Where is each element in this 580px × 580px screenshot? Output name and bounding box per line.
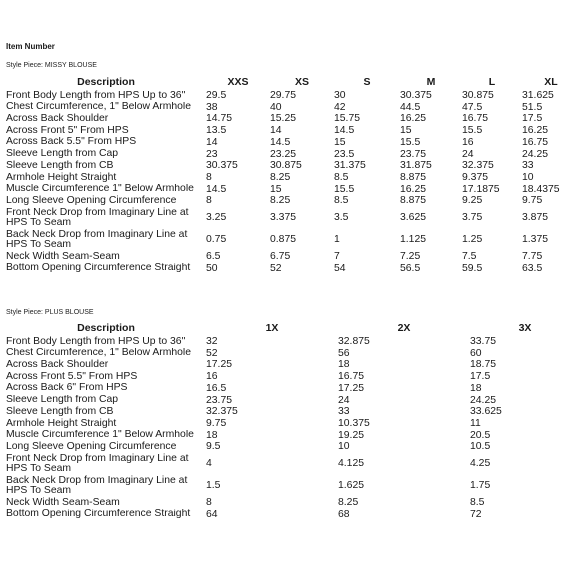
row-description: Chest Circumference, 1" Below Armhole	[6, 347, 192, 359]
table-row	[6, 229, 580, 251]
row-description: Muscle Circumference 1" Below Armhole	[6, 429, 194, 441]
table-row	[6, 149, 580, 161]
row-value: 9.5	[206, 441, 221, 453]
row-value: 3.875	[522, 212, 549, 224]
row-value: 18.4375	[522, 183, 560, 195]
row-description: Across Back 6" From HPS	[6, 382, 128, 394]
row-value: 32.375	[462, 160, 494, 172]
row-value: 9.25	[462, 195, 483, 207]
table-row	[6, 348, 580, 360]
row-value: 16.75	[522, 136, 549, 148]
row-value: 0.75	[206, 234, 227, 246]
row-description: Front Body Length from HPS Up to 36"	[6, 90, 186, 101]
row-description: Sleeve Length from Cap	[6, 394, 119, 406]
row-value: 30.875	[462, 90, 494, 101]
row-value: 14	[270, 125, 282, 137]
table-row	[6, 383, 580, 395]
row-value: 30.875	[270, 160, 302, 172]
row-value: 1.75	[470, 480, 491, 492]
row-value: 15	[334, 136, 346, 148]
row-value: 56.5	[400, 262, 421, 274]
table-row	[6, 90, 580, 102]
row-value: 32.875	[338, 336, 370, 347]
row-value: 8.25	[270, 195, 291, 207]
row-value: 15.75	[334, 113, 361, 125]
row-description: Armhole Height Straight	[6, 417, 117, 429]
row-description: Back Neck Drop from Imaginary Line at HPS To Seam	[6, 229, 188, 251]
row-value: 8	[206, 171, 212, 183]
table-row	[6, 453, 580, 475]
plus-header-size-3: 3X	[518, 322, 532, 335]
row-description: Sleeve Length from CB	[6, 160, 114, 171]
row-description: Front Body Length from HPS Up to 36"	[6, 336, 186, 347]
row-value: 3.75	[462, 212, 483, 224]
row-value: 32	[206, 336, 218, 347]
row-value: 1.5	[206, 480, 221, 492]
row-value: 16	[206, 371, 218, 383]
row-value: 33.625	[470, 406, 502, 418]
row-value: 52	[206, 347, 218, 359]
row-value: 3.625	[400, 212, 427, 224]
row-description: Muscle Circumference 1" Below Armhole	[6, 183, 194, 195]
plus-style-piece-label: Style Piece: PLUS BLOUSE	[6, 309, 94, 316]
plus-header-size-1: 1X	[265, 322, 279, 335]
missy-header-description: Description	[77, 76, 135, 89]
row-value: 9.75	[522, 195, 543, 207]
row-value: 42	[334, 101, 346, 113]
row-value: 24	[462, 148, 474, 160]
row-value: 31.875	[400, 160, 432, 172]
row-value: 8	[206, 195, 212, 207]
row-value: 33	[338, 406, 350, 418]
row-value: 14.5	[334, 125, 355, 137]
table-row	[6, 195, 580, 207]
plus-header-row	[6, 322, 580, 336]
table-row	[6, 359, 580, 371]
row-value: 15	[400, 125, 412, 137]
row-value: 8.5	[470, 497, 485, 509]
table-row	[6, 497, 580, 509]
table-row	[6, 418, 580, 430]
row-value: 54	[334, 262, 346, 274]
row-value: 14	[206, 136, 218, 148]
row-value: 19.25	[338, 429, 365, 441]
row-value: 11	[470, 417, 481, 429]
row-value: 14.5	[206, 183, 227, 195]
row-value: 8.5	[334, 195, 349, 207]
missy-header-size-2: XS	[294, 76, 309, 89]
row-value: 15.5	[462, 125, 483, 137]
row-value: 29.5	[206, 90, 227, 101]
row-value: 1.125	[400, 234, 427, 246]
row-value: 10.375	[338, 417, 370, 429]
plus-header-description: Description	[77, 322, 135, 335]
row-value: 17.25	[206, 359, 233, 371]
row-value: 9.75	[206, 417, 227, 429]
row-value: 8.5	[334, 171, 349, 183]
row-value: 64	[206, 508, 218, 520]
row-value: 10.5	[470, 441, 491, 453]
row-value: 50	[206, 262, 218, 274]
row-value: 3.5	[334, 212, 349, 224]
row-description: Long Sleeve Opening Circumference	[6, 195, 177, 206]
row-value: 1.375	[522, 234, 549, 246]
row-value: 17.5	[470, 371, 491, 383]
row-value: 4	[206, 458, 212, 470]
row-value: 8.25	[338, 497, 359, 509]
row-value: 63.5	[522, 262, 543, 274]
row-value: 4.25	[470, 458, 491, 470]
row-value: 31.625	[522, 90, 554, 101]
row-value: 14.75	[206, 113, 233, 125]
table-row	[6, 207, 580, 229]
row-description: Across Back 5.5" From HPS	[6, 136, 137, 148]
row-value: 8.875	[400, 195, 427, 207]
row-description: Back Neck Drop from Imaginary Line at HPS To Seam	[6, 475, 188, 497]
row-description: Sleeve Length from Cap	[6, 148, 119, 160]
row-description: Bottom Opening Circumference Straight	[6, 508, 191, 520]
table-row	[6, 475, 580, 497]
missy-header-size-5: L	[488, 76, 496, 89]
row-value: 8.875	[400, 171, 427, 183]
row-value: 16.75	[338, 371, 365, 383]
row-description: Neck Width Seam-Seam	[6, 497, 120, 508]
row-description: Long Sleeve Opening Circumference	[6, 441, 177, 452]
plus-size-table	[6, 322, 580, 520]
row-value: 16.5	[206, 382, 227, 394]
row-value: 31.375	[334, 160, 366, 172]
row-value: 17.25	[338, 382, 365, 394]
row-value: 40	[270, 101, 282, 113]
table-row	[6, 160, 580, 172]
row-value: 10	[338, 441, 350, 453]
item-number-label: Item Number	[6, 42, 55, 51]
table-row	[6, 184, 580, 196]
row-value: 13.5	[206, 125, 227, 137]
row-value: 16.75	[462, 113, 489, 125]
row-value: 6.75	[270, 251, 291, 263]
row-description: Across Back Shoulder	[6, 359, 109, 371]
row-value: 16	[462, 136, 474, 148]
table-row	[6, 395, 580, 407]
row-value: 7.5	[462, 251, 477, 263]
missy-header-size-6: XL	[544, 76, 558, 89]
row-value: 6.5	[206, 251, 221, 263]
row-value: 18	[206, 429, 218, 441]
row-value: 16.25	[522, 125, 549, 137]
row-value: 23	[206, 148, 218, 160]
row-value: 17.5	[522, 113, 543, 125]
row-value: 56	[338, 347, 350, 359]
row-value: 1.625	[338, 480, 365, 492]
row-value: 7.25	[400, 251, 421, 263]
table-row	[6, 371, 580, 383]
table-row	[6, 406, 580, 418]
missy-size-table	[6, 76, 580, 274]
row-value: 18.75	[470, 359, 497, 371]
row-value: 38	[206, 101, 218, 113]
row-description: Across Front 5" From HPS	[6, 125, 129, 136]
row-description: Chest Circumference, 1" Below Armhole	[6, 101, 192, 113]
missy-header-size-3: S	[363, 76, 371, 89]
row-value: 23.5	[334, 148, 355, 160]
plus-header-size-2: 2X	[397, 322, 411, 335]
table-row	[6, 430, 580, 442]
missy-header-row	[6, 76, 580, 90]
row-description: Across Front 5.5" From HPS	[6, 371, 138, 382]
row-value: 44.5	[400, 101, 421, 113]
row-value: 60	[470, 347, 482, 359]
table-row	[6, 263, 580, 275]
table-row	[6, 336, 580, 348]
row-value: 51.5	[522, 101, 543, 113]
row-value: 59.5	[462, 262, 483, 274]
row-value: 30.375	[400, 90, 432, 101]
row-value: 23.75	[206, 394, 233, 406]
missy-style-piece-label: Style Piece: MISSY BLOUSE	[6, 62, 97, 69]
table-row	[6, 441, 580, 453]
row-value: 7	[334, 251, 340, 263]
row-value: 72	[470, 508, 482, 520]
row-value: 33.75	[470, 336, 497, 347]
row-value: 20.5	[470, 429, 491, 441]
row-value: 9.375	[462, 171, 489, 183]
table-row	[6, 509, 580, 521]
row-value: 30	[334, 90, 346, 101]
row-value: 24.25	[470, 394, 497, 406]
row-value: 47.5	[462, 101, 483, 113]
row-value: 24	[338, 394, 350, 406]
row-description: Armhole Height Straight	[6, 171, 117, 183]
row-value: 15	[270, 183, 282, 195]
row-value: 4.125	[338, 458, 365, 470]
row-value: 15.5	[334, 183, 355, 195]
row-value: 30.375	[206, 160, 238, 172]
row-description: Sleeve Length from CB	[6, 406, 114, 417]
row-description: Bottom Opening Circumference Straight	[6, 262, 191, 274]
table-row	[6, 172, 580, 184]
row-value: 16.25	[400, 113, 427, 125]
row-value: 10	[522, 171, 534, 183]
table-row	[6, 125, 580, 137]
table-row	[6, 113, 580, 125]
row-value: 16.25	[400, 183, 427, 195]
table-row	[6, 137, 580, 149]
row-value: 7.75	[522, 251, 543, 263]
row-description: Neck Width Seam-Seam	[6, 251, 120, 262]
row-value: 15.5	[400, 136, 421, 148]
table-row	[6, 102, 580, 114]
row-value: 52	[270, 262, 282, 274]
row-value: 15.25	[270, 113, 297, 125]
row-value: 1.25	[462, 234, 483, 246]
table-row	[6, 251, 580, 263]
row-value: 23.75	[400, 148, 427, 160]
row-value: 24.25	[522, 148, 549, 160]
row-value: 68	[338, 508, 350, 520]
row-description: Front Neck Drop from Imaginary Line at HPS To Seam	[6, 453, 189, 475]
row-value: 18	[470, 382, 482, 394]
row-value: 3.375	[270, 212, 297, 224]
row-description: Front Neck Drop from Imaginary Line at HPS To Seam	[6, 207, 189, 229]
row-value: 17.1875	[462, 183, 500, 195]
missy-header-size-4: M	[426, 76, 436, 89]
row-value: 14.5	[270, 136, 291, 148]
row-value: 29.75	[270, 90, 297, 101]
row-value: 32.375	[206, 406, 238, 418]
row-value: 3.25	[206, 212, 227, 224]
row-value: 8.25	[270, 171, 291, 183]
row-value: 23.25	[270, 148, 297, 160]
row-value: 18	[338, 359, 350, 371]
missy-header-size-1: XXS	[227, 76, 249, 89]
row-value: 1	[334, 234, 340, 246]
row-value: 0.875	[270, 234, 297, 246]
row-value: 8	[206, 497, 212, 509]
row-description: Across Back Shoulder	[6, 113, 109, 125]
row-value: 33	[522, 160, 534, 172]
